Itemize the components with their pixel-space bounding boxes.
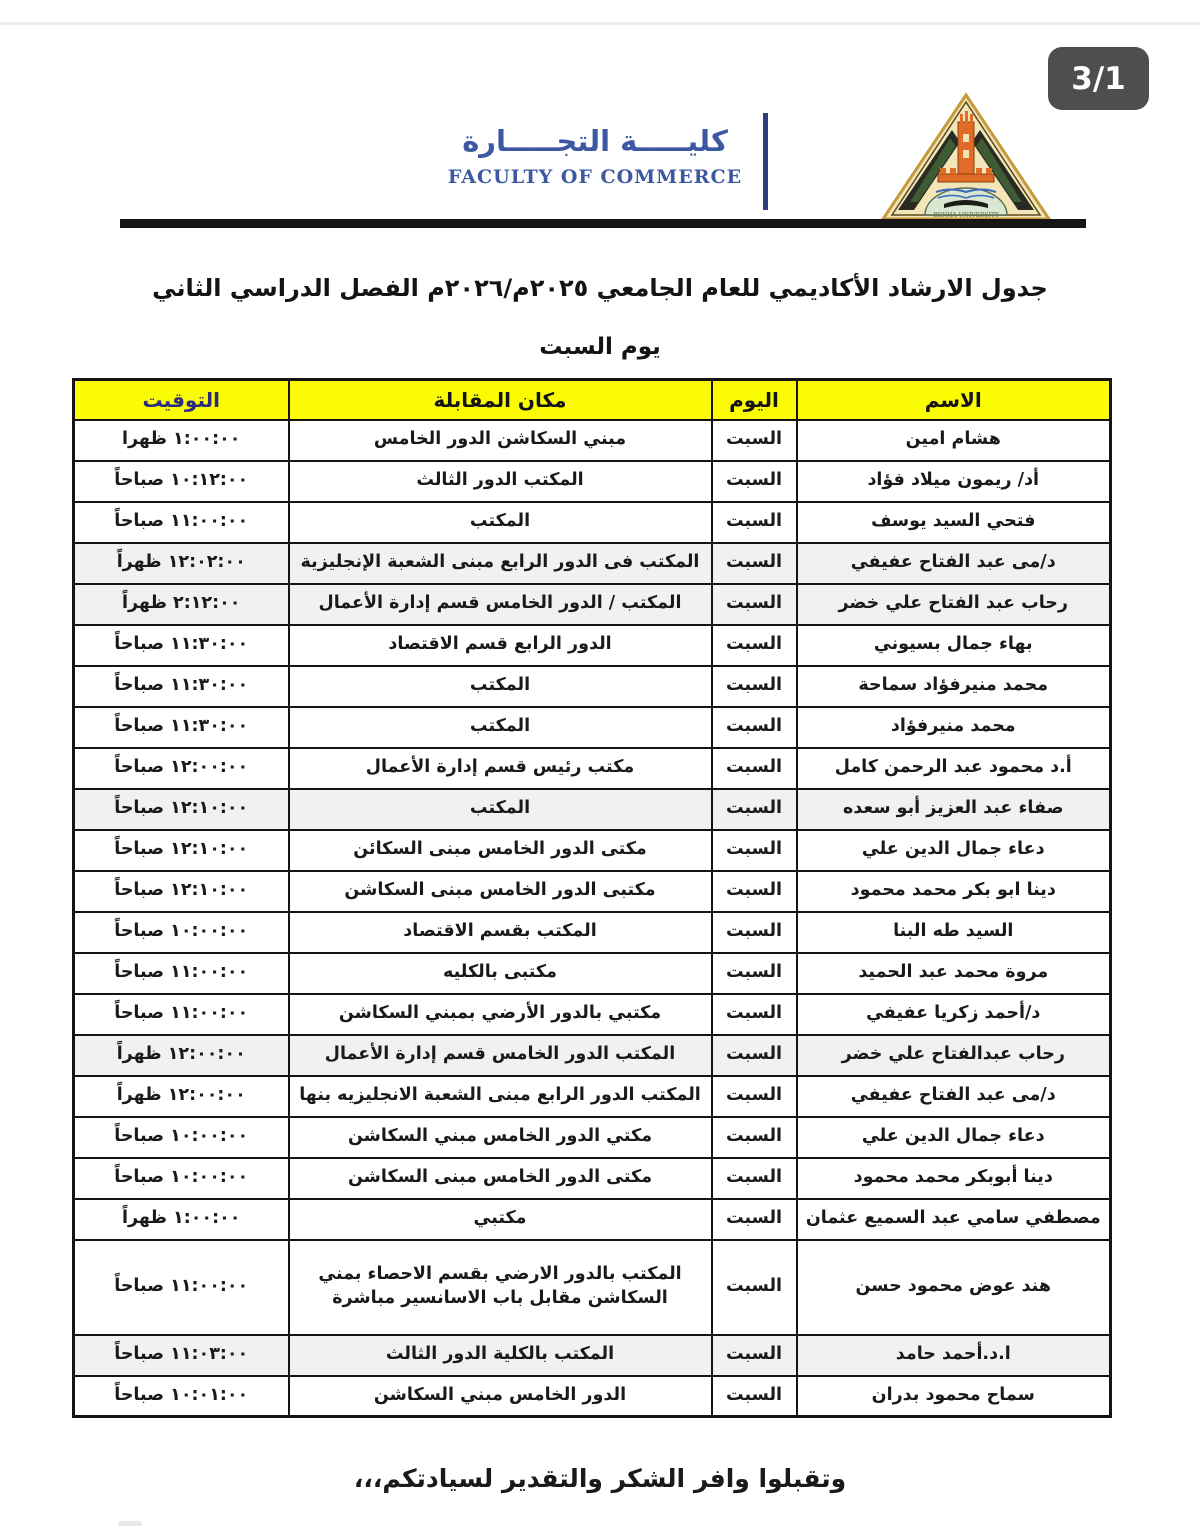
- cell-name: مروة محمد عبد الحميد: [797, 953, 1111, 994]
- cell-name: دينا أبوبكر محمد محمود: [797, 1158, 1111, 1199]
- cell-place: المكتب: [289, 789, 712, 830]
- cell-time: ١١:٣٠:٠٠ صباحاً: [74, 707, 289, 748]
- faculty-name-english: FACULTY OF COMMERCE: [447, 166, 743, 188]
- cell-time: ١٠:٠٠:٠٠ صباحاً: [74, 1117, 289, 1158]
- cell-time: ١٢:١٠:٠٠ صباحاً: [74, 830, 289, 871]
- table-row: [74, 1076, 1111, 1117]
- cell-day: السبت: [712, 830, 797, 871]
- cell-day: السبت: [712, 789, 797, 830]
- cell-name: رحاب عبدالفتاح علي خضر: [797, 1035, 1111, 1076]
- table-row: [74, 666, 1111, 707]
- cell-place: مكتى الدور الخامس مبنى السكاشن: [289, 1158, 712, 1199]
- table-row: [74, 502, 1111, 543]
- cell-place: المكتب الدور الثالث: [289, 461, 712, 502]
- closing-remark: وتقبلوا وافر الشكر والتقدير لسيادتكم،،،: [353, 1464, 847, 1493]
- cell-name: محمد منيرفؤاد سماحة: [797, 666, 1111, 707]
- cell-time: ١٠:٠٠:٠٠ صباحاً: [74, 1158, 289, 1199]
- table-row: [74, 994, 1111, 1035]
- cell-day: السبت: [712, 1076, 797, 1117]
- cell-name: مصطفي سامي عبد السميع عثمان: [797, 1199, 1111, 1240]
- cell-place: المكتب بالكلية الدور الثالث: [289, 1335, 712, 1376]
- cell-place: مكتبى بالكليه: [289, 953, 712, 994]
- cell-day: السبت: [712, 994, 797, 1035]
- cell-place: مكتى الدور الخامس مبنى السكائن: [289, 830, 712, 871]
- cell-day: السبت: [712, 502, 797, 543]
- cell-name: هند عوض محمود حسن: [797, 1240, 1111, 1335]
- column-header-day: اليوم: [712, 380, 797, 420]
- cell-name: د/أحمد زكريا عفيفي: [797, 994, 1111, 1035]
- cell-time: ١:٠٠:٠٠ ظهرا: [74, 420, 289, 461]
- cell-place: المكتب بالدور الارضي بقسم الاحصاء بمني السكاشن مقابل باب الاسانسير مباشرة: [289, 1240, 712, 1335]
- page-number-badge: 3/1: [1048, 47, 1149, 110]
- cell-time: ١١:٠٠:٠٠ صباحاً: [74, 994, 289, 1035]
- cell-place: المكتب بقسم الاقتصاد: [289, 912, 712, 953]
- cell-day: السبت: [712, 666, 797, 707]
- cell-time: ١٠:١٢:٠٠ صباحاً: [74, 461, 289, 502]
- cell-place: الدور الخامس مبني السكاشن: [289, 1376, 712, 1417]
- table-row: [74, 707, 1111, 748]
- table-row: [74, 584, 1111, 625]
- cell-place: مبني السكاشن الدور الخامس: [289, 420, 712, 461]
- cell-name: فتحي السيد يوسف: [797, 502, 1111, 543]
- table-row: [74, 789, 1111, 830]
- schedule-day-subtitle: يوم السبت: [539, 334, 661, 360]
- cell-place: مكتبى الدور الخامس مبنى السكاشن: [289, 871, 712, 912]
- cell-place: المكتب: [289, 666, 712, 707]
- column-header-time: التوقيت: [74, 380, 289, 420]
- cell-place: المكتب الدور الرابع مبنى الشعبة الانجليزيه بنها: [289, 1076, 712, 1117]
- cell-day: السبت: [712, 1199, 797, 1240]
- cell-day: السبت: [712, 420, 797, 461]
- cell-time: ١٢:٠٠:٠٠ ظهراً: [74, 1076, 289, 1117]
- table-row: [74, 1335, 1111, 1376]
- cell-place: المكتب: [289, 502, 712, 543]
- table-row: [74, 1117, 1111, 1158]
- table-row: [74, 461, 1111, 502]
- table-row: [74, 625, 1111, 666]
- table-row: [74, 871, 1111, 912]
- cell-day: السبت: [712, 912, 797, 953]
- cell-time: ١١:٠٣:٠٠ صباحاً: [74, 1335, 289, 1376]
- table-row: [74, 953, 1111, 994]
- cell-day: السبت: [712, 1240, 797, 1335]
- table-row: [74, 748, 1111, 789]
- cell-day: السبت: [712, 543, 797, 584]
- table-row: [74, 1158, 1111, 1199]
- cell-name: محمد منيرفؤاد: [797, 707, 1111, 748]
- cell-place: مكتي الدور الخامس مبني السكاشن: [289, 1117, 712, 1158]
- cell-name: د/مى عبد الفتاح عفيفي: [797, 543, 1111, 584]
- cell-place: مكتب رئيس قسم إدارة الأعمال: [289, 748, 712, 789]
- cell-day: السبت: [712, 1035, 797, 1076]
- cell-day: السبت: [712, 1376, 797, 1417]
- cell-time: ١٢:٠٠:٠٠ ظهراً: [74, 1035, 289, 1076]
- cell-day: السبت: [712, 871, 797, 912]
- cell-place: المكتب: [289, 707, 712, 748]
- cell-place: المكتب / الدور الخامس قسم إدارة الأعمال: [289, 584, 712, 625]
- cell-name: أ.د محمود عبد الرحمن كامل: [797, 748, 1111, 789]
- cell-name: صفاء عبد العزيز أبو سعده: [797, 789, 1111, 830]
- column-header-place: مكان المقابلة: [289, 380, 712, 420]
- cell-place: مكتبي بالدور الأرضي بمبني السكاشن: [289, 994, 712, 1035]
- cell-place: مكتبي: [289, 1199, 712, 1240]
- cell-name: رحاب عبد الفتاح علي خضر: [797, 584, 1111, 625]
- table-row: [74, 1199, 1111, 1240]
- cell-name: سماح محمود بدران: [797, 1376, 1111, 1417]
- cell-day: السبت: [712, 1335, 797, 1376]
- cell-day: السبت: [712, 461, 797, 502]
- cell-day: السبت: [712, 707, 797, 748]
- cell-name: دعاء جمال الدين علي: [797, 830, 1111, 871]
- cell-time: ١١:٠٠:٠٠ صباحاً: [74, 1240, 289, 1335]
- cell-day: السبت: [712, 1117, 797, 1158]
- table-row: [74, 1035, 1111, 1076]
- faculty-name-block: [435, 124, 755, 188]
- cell-time: ١٢:١٠:٠٠ صباحاً: [74, 871, 289, 912]
- cell-time: ١٢:٠٠:٠٠ صباحاً: [74, 748, 289, 789]
- table-row: [74, 1376, 1111, 1417]
- cell-name: أد/ ريمون ميلاد فؤاد: [797, 461, 1111, 502]
- scan-smudge: [118, 1521, 142, 1526]
- schedule-title: جدول الارشاد الأكاديمي للعام الجامعي ٢٠٢٥م/٢٠٢٦م الفصل الدراسي الثاني: [152, 274, 1048, 302]
- cell-time: ١١:٠٠:٠٠ صباحاً: [74, 502, 289, 543]
- column-header-name: الاسم: [797, 380, 1111, 420]
- cell-time: ١٠:٠٠:٠٠ صباحاً: [74, 912, 289, 953]
- cell-time: ١١:٣٠:٠٠ صباحاً: [74, 625, 289, 666]
- cell-name: دينا ابو بكر محمد محمود: [797, 871, 1111, 912]
- table-row: [74, 912, 1111, 953]
- cell-time: ١٢:١٠:٠٠ صباحاً: [74, 789, 289, 830]
- cell-time: ١:٠٠:٠٠ ظهراً: [74, 1199, 289, 1240]
- cell-time: ١٠:٠١:٠٠ صباحاً: [74, 1376, 289, 1417]
- table-row: [74, 420, 1111, 461]
- cell-place: المكتب فى الدور الرابع مبنى الشعبة الإنجليزية: [289, 543, 712, 584]
- cell-day: السبت: [712, 953, 797, 994]
- cell-time: ١١:٣٠:٠٠ صباحاً: [74, 666, 289, 707]
- cell-name: هشام امين: [797, 420, 1111, 461]
- header-rule: [120, 219, 1086, 228]
- cell-time: ١٢:٠٢:٠٠ ظهراً: [74, 543, 289, 584]
- table-row: [74, 830, 1111, 871]
- cell-day: السبت: [712, 1158, 797, 1199]
- cell-place: المكتب الدور الخامس قسم إدارة الأعمال: [289, 1035, 712, 1076]
- cell-name: ا.د.أحمد حامد: [797, 1335, 1111, 1376]
- header-vertical-divider: [763, 113, 768, 210]
- table-header-row: [74, 380, 1111, 420]
- advising-schedule-table: [72, 378, 1112, 1418]
- cell-time: ١١:٠٠:٠٠ صباحاً: [74, 953, 289, 994]
- logo-seal-text: BENHA UNIVERSITY: [933, 212, 999, 219]
- university-logo: [880, 92, 1052, 222]
- faculty-name-arabic: كليـــــة التجـــــارة: [462, 124, 728, 158]
- cell-name: السيد طه البنا: [797, 912, 1111, 953]
- cell-day: السبت: [712, 584, 797, 625]
- cell-name: دعاء جمال الدين علي: [797, 1117, 1111, 1158]
- cell-time: ٢:١٢:٠٠ ظهراً: [74, 584, 289, 625]
- cell-place: الدور الرابع قسم الاقتصاد: [289, 625, 712, 666]
- cell-name: بهاء جمال بسيوني: [797, 625, 1111, 666]
- cell-day: السبت: [712, 748, 797, 789]
- university-logo-crest: [880, 92, 1052, 222]
- page-top-divider: [0, 22, 1200, 25]
- cell-name: د/مى عبد الفتاح عفيفي: [797, 1076, 1111, 1117]
- cell-day: السبت: [712, 625, 797, 666]
- table-row: [74, 543, 1111, 584]
- table-row: [74, 1240, 1111, 1335]
